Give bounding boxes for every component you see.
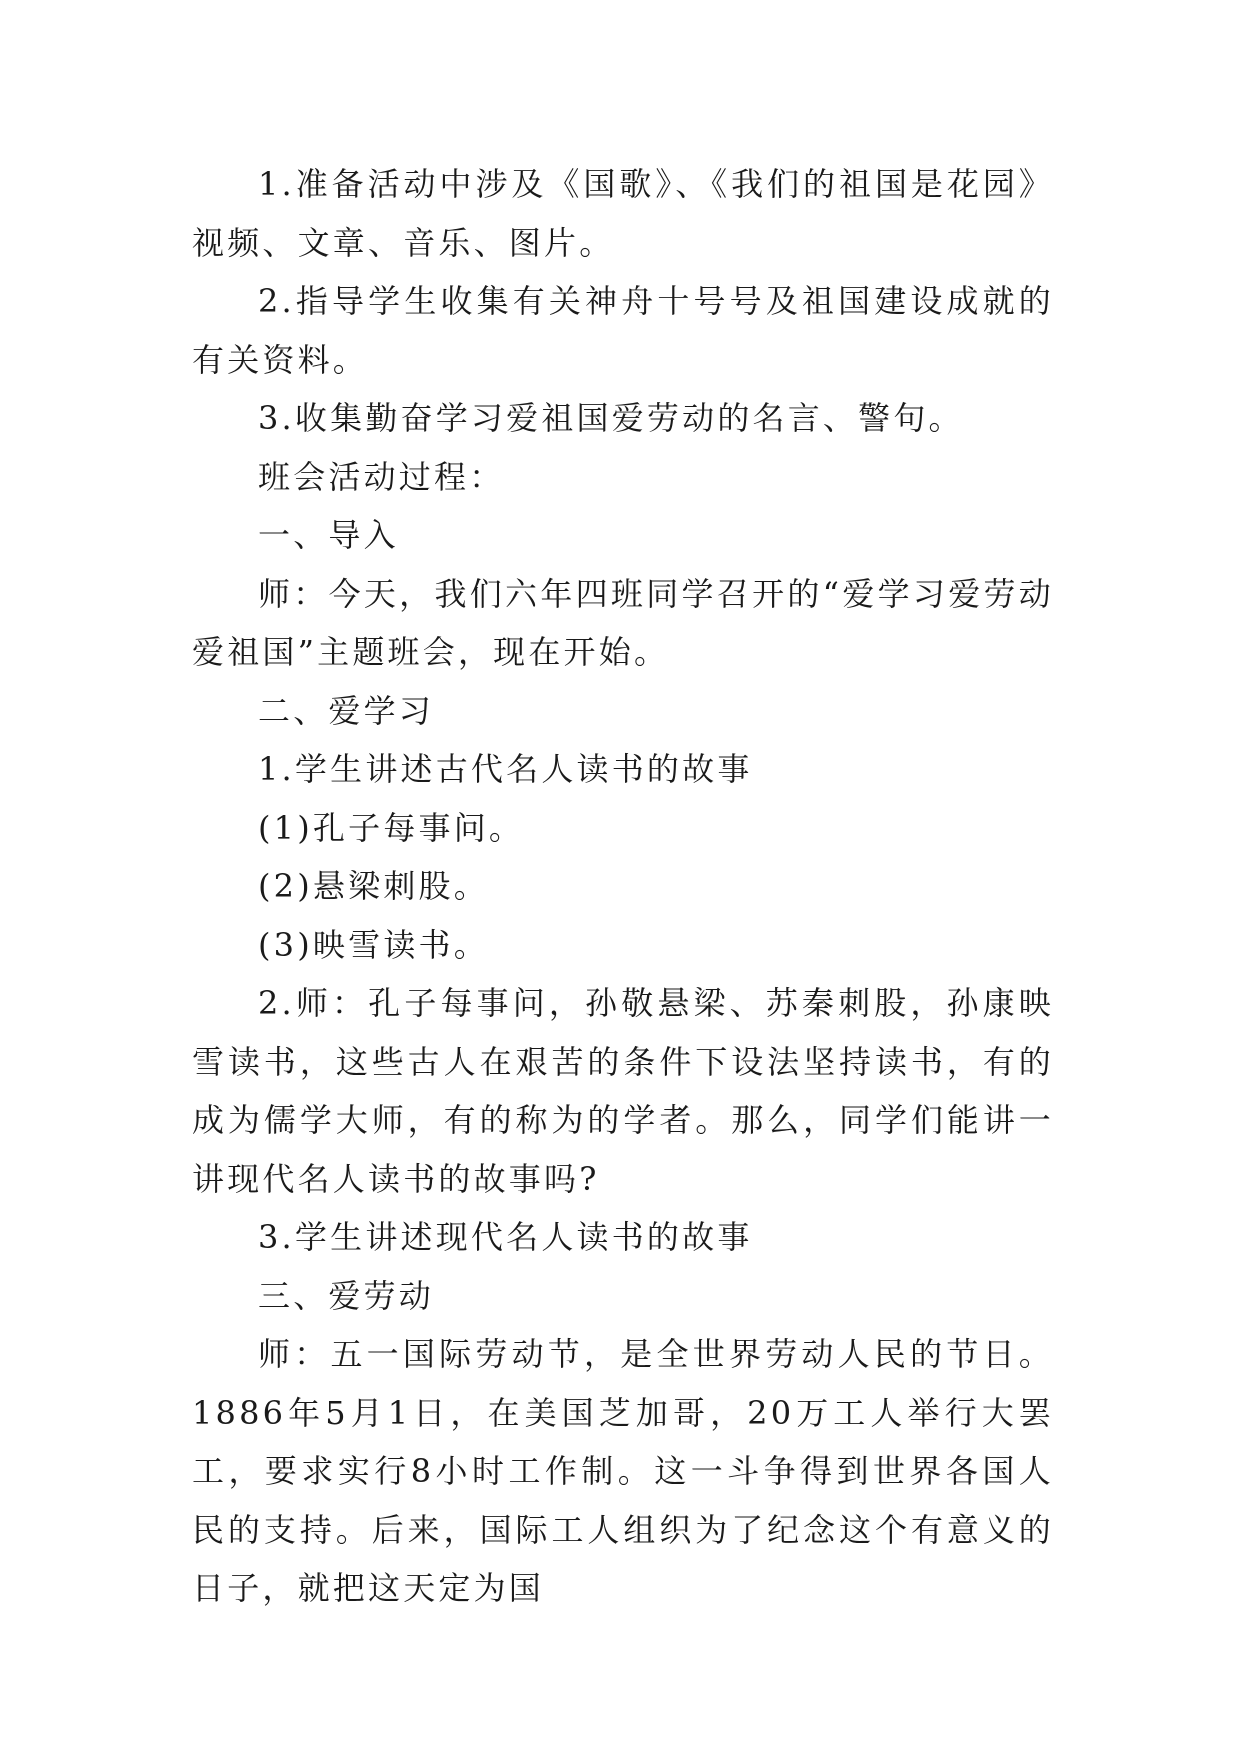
list-item-story-3: (3)映雪读书。 bbox=[258, 925, 489, 964]
paragraph-prep-3: 3.收集勤奋学习爱祖国爱劳动的名言、警句。 bbox=[258, 399, 964, 437]
paragraph-prep-1: 1.准备活动中涉及《国歌》、《我们的祖国是花园》视频、文章、音乐、图片。 bbox=[192, 165, 1054, 262]
list-item-story-1: (1)孔子每事问。 bbox=[258, 808, 525, 847]
paragraph-labor-day: 师：五一国际劳动节，是全世界劳动人民的节日。1886年5月1日，在美国芝加哥，20万工人举行大罢工，要求实行8小时工作制。这一斗争得到世界各国人民的支持。后来，国际工人组织为了纪念这个有意义的日子，就把这天定为国 bbox=[192, 1335, 1054, 1607]
paragraph-prep-2: 2.指导学生收集有关神舟十号号及祖国建设成就的有关资料。 bbox=[192, 282, 1054, 379]
paragraph-study-2: 2.师：孔子每事问，孙敬悬梁、苏秦刺股，孙康映雪读书，这些古人在艰苦的条件下设法坚持读书，有的成为儒学大师，有的称为的学者。那么，同学们能讲一讲现代名人读书的故事吗? bbox=[192, 984, 1054, 1198]
list-item-story-2: (2)悬梁刺股。 bbox=[258, 867, 489, 905]
section-heading-process: 班会活动过程： bbox=[258, 457, 505, 496]
section-heading-intro: 一、导入 bbox=[258, 516, 399, 554]
section-heading-labor: 三、爱劳动 bbox=[258, 1276, 435, 1315]
paragraph-study-3: 3.学生讲述现代名人读书的故事 bbox=[258, 1218, 753, 1256]
paragraph-teacher-intro: 师：今天，我们六年四班同学召开的“爱学习爱劳动爱祖国”主题班会，现在开始。 bbox=[192, 574, 1054, 671]
document-body bbox=[192, 155, 1054, 1618]
paragraph-study-1: 1.学生讲述古代名人读书的故事 bbox=[258, 750, 753, 788]
section-heading-study: 二、爱学习 bbox=[258, 691, 435, 730]
